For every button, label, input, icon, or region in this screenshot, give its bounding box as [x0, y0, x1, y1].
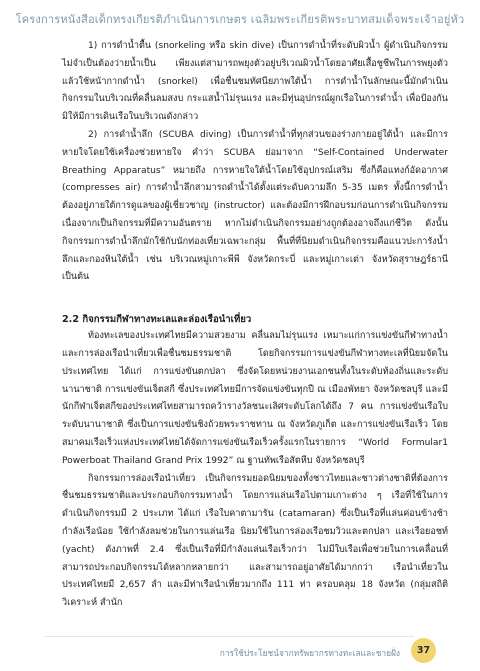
footer-divider — [44, 636, 414, 637]
paragraph-scuba: 2) การดำน้ำลึก (SCUBA diving) เป็นการดำน้ำที่ทุกส่วนของร่างกายอยู่ใต้น้ำ และมีการหายใจโดยใช้เครื่องช่วยหายใจ คำว่า SCUBA ย่อมาจาก “Self-Contained Underwater Breathing Apparatus” หมายถึง การหายใจใต้น้ำโดยใช้อุปกรณ์เสริม ซึ่งก็คือแทงก์อัดอากาศ (compresses air) การดำน้ำลึกสามารถดำน้ำได้ตั้งแต่ระดับความลึก 5-35 เมตร ทั้งนี้การดำน้ำต้องอยู่ภายใต้การดูแลของผู้เชี่ยวชาญ (instructor) และต้องมีการฝึกอบรมก่อนการดำเนินกิจกรรม เนื่องจากเป็นกิจกรรมที่มีความอันตราย หากไม่ดำเนินกิจกรรมอย่างถูกต้องอาจถึงแก่ชีวิต ดังนั้นกิจกรรมการดำน้ำลึกมักใช้กับนักท่องเที่ยวเฉพาะกลุ่ม พื้นที่ที่นิยมดำเนินกิจกรรมคือแนวปะการังน้ำลึกและกองหินใต้น้ำ เช่น บริเวณหมู่เกาะพีพี จังหวัดกระบี่ และหมู่เกาะเต่า จังหวัดสุราษฎร์ธานี เป็นต้น — [62, 129, 451, 283]
paragraph-marine-sports: ท้องทะเลของประเทศไทยมีความสวยงาม คลื่นลมไม่รุนแรง เหมาะแก่การแข่งขันกีฬาทางน้ำและการล่องเรือนำเที่ยวเพื่อชื่นชมธรรมชาติ โดยกิจกรรมการแข่งขันกีฬาทางทะเลที่นิยมจัดในประเทศไทย ได้แก่ การแข่งขันตกปลา ซึ่งจัดโดยหน่วยงานเอกชนทั้งในระดับท้องถิ่นและระดับนานาชาติ การแข่งขันเจ็ตสกี ซึ่งประเทศไทยมีการจัดแข่งขันทุกปี ณ เมืองพัทยา จังหวัดชลบุรี และมีนักกีฬาเจ็ตสกีของประเทศไทยสามารถคว้ารางวัลชนะเลิศระดับโลกได้ถึง 7 คน การแข่งขันเรือใบระดับนานาชาติ ซึ่งเป็นการแข่งขันชิงถ้วยพระราชทาน ณ จังหวัดภูเก็ต และการแข่งขันเรือเร็ว โดยสมาคมเรือเร็วแห่งประเทศไทยได้จัดการแข่งขันเรือเร็วครั้งแรกในรายการ “World Formular1 Powerboat Thailand Grand Prix 1992” ณ ฐานทัพเรือสัตหีบ จังหวัดชลบุรี — [62, 331, 451, 466]
document-body — [62, 38, 451, 613]
page-footer — [0, 636, 480, 671]
page-header — [0, 0, 480, 32]
footer-title: การใช้ประโยชน์จากทรัพยากรทางทะเลและชายฝั่ง — [219, 648, 400, 658]
section-heading: 2.2 กิจกรรมกีฬาทางทะเลและล่องเรือนำเที่ยว — [62, 314, 252, 326]
header-title: โครงการหนังสือเด็กทรงเกียรติภำเนินการเกษตร เฉลิมพระเกียรติพระบาทสมเด็จพระเจ้าอยู่หัว — [15, 13, 465, 26]
page-number-badge — [411, 638, 436, 663]
paragraph-boat-tours: กิจกรรมการล่องเรือนำเที่ยว เป็นกิจกรรมยอดนิยมของทั้งชาวไทยและชาวต่างชาติที่ต้องการชื่นชมธรรมชาติและประกอบกิจกรรมทางน้ำ โดยการแล่นเรือไปตามเกาะต่าง ๆ เรือที่ใช้ในการดำเนินกิจกรรมมี 2 ประเภท ได้แก่ เรือใบคาตามารัน (catamaran) ซึ่งเป็นเรือที่แล่นค่อนข้างช้ากำลังเรือน้อย ใช้กำลังลมช่วยในการแล่นเรือ นิยมใช้ในการล่องเรือชมวิวและตกปลา และเรือยอชท์ (yacht) ดังภาพที่ 2.4 ซึ่งเป็นเรือที่มีกำลังแล่นเรือเร็วกว่า ไม่มีใบเรือเพื่อช่วยในการเคลื่อนที่ สามารถประกอบกิจกรรมได้หลากหลายกว่า และสามารถอยู่อาศัยได้มากกว่า เรือนำเที่ยวในประเทศไทยมี 2,657 ลำ และมีท่าเรือนำเที่ยวมากถึง 111 ท่า ครอบคลุม 18 จังหวัด (กลุ่มสถิติวิเคราะห์ สำนัก — [62, 473, 451, 609]
page-number: 37 — [416, 645, 431, 656]
paragraph-snorkeling: 1) การดำน้ำตื้น (snorkeling หรือ skin dive) เป็นการดำน้ำที่ระดับผิวน้ำ ผู้ดำเนินกิจกรรมไม่จำเป็นต้องว่ายน้ำเป็น เพียงแต่สามารถพยุงตัวอยู่บริเวณผิวน้ำโดยอาศัยเสื้อชูชีพในการพยุงตัว แล้วใช้หน้ากากดำน้ำ (snorkel) เพื่อชื่นชมทัศนียภาพใต้น้ำ การดำน้ำในลักษณะนี้มักดำเนินกิจกรรมในบริเวณที่คลื่นลมสงบ กระแสน้ำไม่รุนแรง และมีทุ่นอุปกรณ์ผูกเรือในการดำน้ำ เพื่อป้องกันมิให้มีการเดินเรือในบริเวณดังกล่าว — [62, 41, 451, 123]
